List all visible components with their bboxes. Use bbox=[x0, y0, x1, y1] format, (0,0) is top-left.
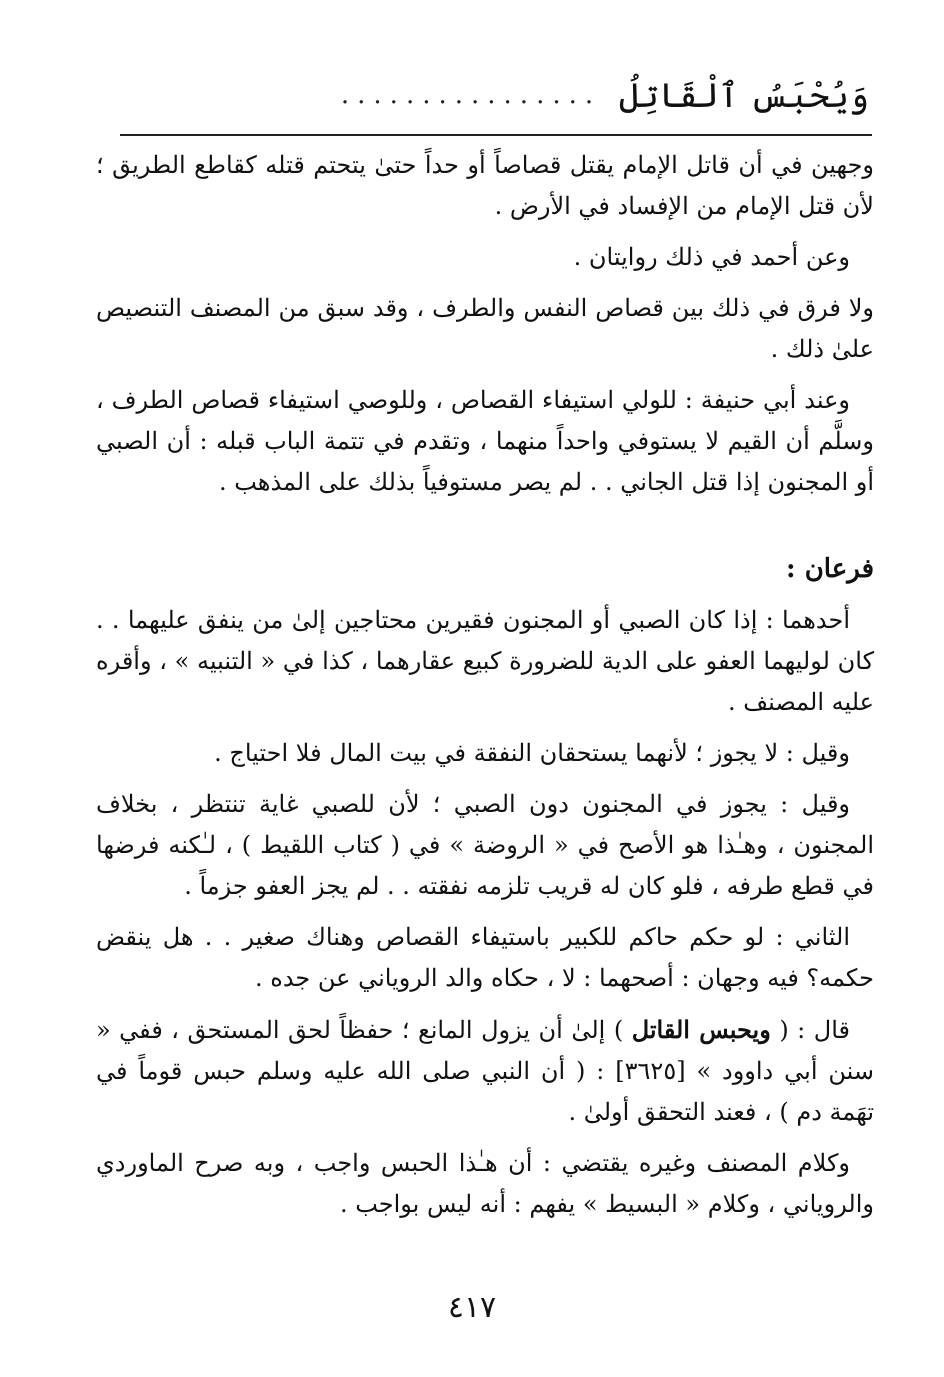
paragraph: الثاني : لو حكم حاكم للكبير باستيفاء القصاص وهناك صغير . . هل ينقض حكمه؟ فيه وجهان : أصحهما : لا ، حكاه والد الروياني عن جده . bbox=[96, 923, 874, 992]
paragraph: وجهين في أن قاتل الإمام يقتل قصاصاً أو حداً حتىٰ يتحتم قتله كقاطع الطريق ؛ لأن قتل الإمام من الإفساد في الأرض . bbox=[96, 151, 874, 220]
header-rule bbox=[120, 134, 872, 136]
qala-prefix: قال : ( bbox=[779, 1016, 850, 1044]
paragraph: وقيل : لا يجوز ؛ لأنهما يستحقان النفقة في بيت المال فلا احتياج . bbox=[214, 739, 850, 767]
matn-quote: ويحبس القاتل bbox=[631, 1015, 771, 1044]
running-header bbox=[112, 70, 869, 120]
section-spacer bbox=[96, 513, 874, 549]
paragraph: وقيل : يجوز في المجنون دون الصبي ؛ لأن للصبي غاية تنتظر ، بخلاف المجنون ، وهـٰذا هو الأصح في « الروضة » في ( كتاب اللقيط ) ، لـٰكنه فرضها في قطع طرفه ، فلو كان له قريب تلزمه نفقته . . لم يجز العفو جزماً . bbox=[96, 790, 874, 900]
paragraph: وعن أحمد في ذلك روايتان . bbox=[573, 243, 850, 271]
page-body bbox=[96, 145, 874, 1235]
paragraph: وعند أبي حنيفة : للولي استيفاء القصاص ، وللوصي استيفاء قصاص الطرف ، وسلَّم أن القيم لا يستوفي واحداً منهما ، وتقدم في تتمة الباب قبله : أن الصبي أو المجنون إذا قتل الجاني . . لم يصر مستوفياً بذلك على المذهب . bbox=[96, 386, 874, 496]
qala-rest: ) إلىٰ أن يزول المانع ؛ حفظاً لحق المستحق ، ففي « سنن أبي داوود » [٣٦٢٥] : ( أن النبي صلى الله عليه وسلم حبس قوماً في تهَمة دم ) ، فعند التحقق أولىٰ . bbox=[96, 1016, 874, 1126]
paragraph: أحدهما : إذا كان الصبي أو المجنون فقيرين محتاجين إلىٰ من ينفق عليهما . . كان لوليهما العفو على الدية للضرورة كبيع عقارهما ، كذا في « التنبيه » ، وأقره عليه المصنف . bbox=[96, 606, 874, 716]
page-number: ٤١٧ bbox=[447, 1290, 497, 1325]
paragraph: وكلام المصنف وغيره يقتضي : أن هـٰذا الحبس واجب ، وبه صرح الماوردي والروياني ، وكلام « البسيط » يفهم : أنه ليس بواجب . bbox=[96, 1149, 874, 1218]
header-dots: ................ bbox=[340, 80, 602, 110]
matn-paragraph bbox=[96, 1009, 874, 1133]
header-title: وَيُحْبَسُ ٱلْقَاتِلُ bbox=[619, 75, 869, 116]
paragraph: ولا فرق في ذلك بين قصاص النفس والطرف ، وقد سبق من المصنف التنصيص علىٰ ذلك . bbox=[96, 294, 874, 363]
section-heading: فرعان : bbox=[786, 554, 874, 584]
